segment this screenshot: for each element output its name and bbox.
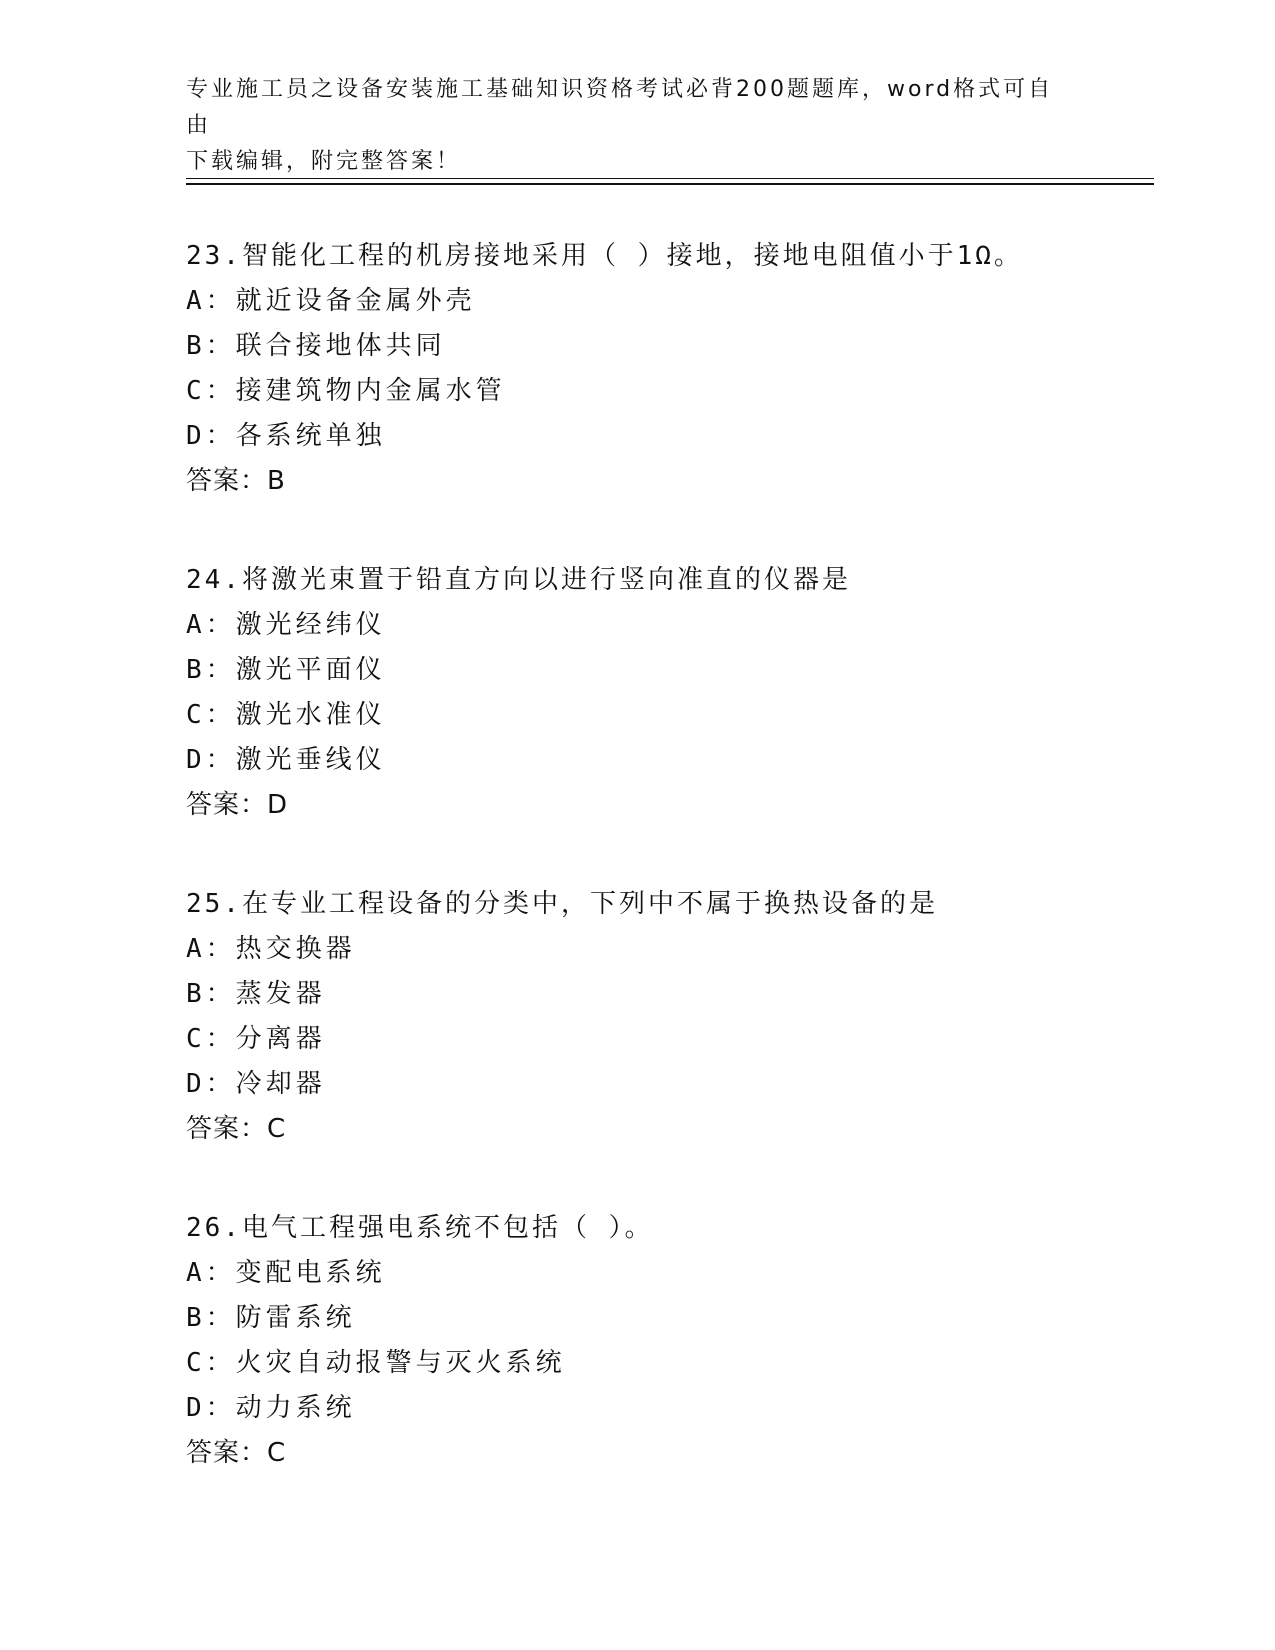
answer-line: 答案：C (186, 1114, 287, 1144)
header-divider-thin (186, 178, 1154, 179)
option-b: B：防雷系统 (186, 1303, 356, 1333)
option-b: B：激光平面仪 (186, 655, 386, 685)
answer-line: 答案：D (186, 790, 289, 820)
header-line-2: 下载编辑，附完整答案！ (186, 149, 462, 174)
option-d: D：动力系统 (186, 1393, 356, 1423)
option-c: C：激光水准仪 (186, 700, 386, 730)
option-c: C：分离器 (186, 1024, 326, 1054)
option-c: C：火灾自动报警与灭火系统 (186, 1348, 566, 1378)
question-stem: 24.将激光束置于铅直方向以进行竖向准直的仪器是 (186, 565, 851, 595)
header-divider-thick (186, 183, 1154, 185)
option-c: C：接建筑物内金属水管 (186, 376, 506, 406)
option-a: A：就近设备金属外壳 (186, 286, 476, 316)
question-list (186, 234, 1146, 1530)
option-d: D：各系统单独 (186, 421, 386, 451)
question-24 (186, 558, 1146, 828)
header-line-1: 专业施工员之设备安装施工基础知识资格考试必背200题题库，word格式可自由 (186, 77, 1054, 138)
answer-line: 答案：B (186, 466, 286, 496)
option-d: D：激光垂线仪 (186, 745, 386, 775)
answer-line: 答案：C (186, 1438, 287, 1468)
document-header (186, 72, 1066, 180)
option-a: A：变配电系统 (186, 1258, 386, 1288)
option-b: B：联合接地体共同 (186, 331, 446, 361)
question-stem: 26.电气工程强电系统不包括（ ）。 (186, 1213, 654, 1243)
option-a: A：激光经纬仪 (186, 610, 386, 640)
option-d: D：冷却器 (186, 1069, 326, 1099)
question-26 (186, 1206, 1146, 1476)
question-23 (186, 234, 1146, 504)
question-stem: 23.智能化工程的机房接地采用（ ）接地，接地电阻值小于1Ω。 (186, 241, 1023, 271)
question-25 (186, 882, 1146, 1152)
option-b: B：蒸发器 (186, 979, 326, 1009)
option-a: A：热交换器 (186, 934, 356, 964)
question-stem: 25.在专业工程设备的分类中，下列中不属于换热设备的是 (186, 889, 938, 919)
